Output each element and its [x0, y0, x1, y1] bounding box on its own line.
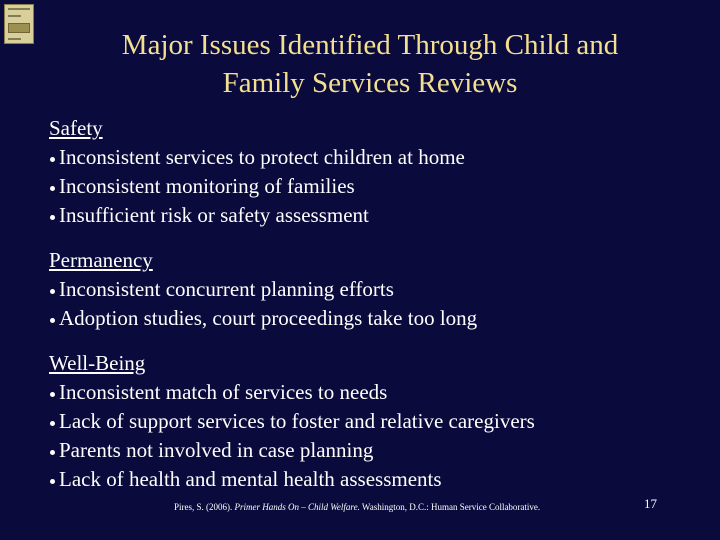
title-line-2: Family Services Reviews	[222, 67, 518, 99]
citation-prefix: Pires, S. (2006).	[174, 502, 235, 512]
page-number: 17	[644, 496, 657, 511]
bullet-icon	[50, 186, 55, 191]
list-item: Lack of support services to foster and relative caregivers	[49, 407, 669, 436]
slide-content	[49, 114, 669, 510]
section-safety	[49, 114, 669, 230]
section-well-being	[49, 349, 669, 494]
logo-line	[8, 15, 21, 17]
section-permanency	[49, 246, 669, 333]
bullet-icon	[50, 392, 55, 397]
bullet-icon	[50, 318, 55, 323]
list-item: Adoption studies, court proceedings take too long	[49, 304, 669, 333]
citation-suffix: Washington, D.C.: Human Service Collaborative.	[359, 502, 541, 512]
bullet-icon	[50, 289, 55, 294]
bullet-icon	[50, 215, 55, 220]
bullet-icon	[50, 450, 55, 455]
list-item: Inconsistent services to protect children at home	[49, 143, 669, 172]
slide-title	[60, 26, 680, 102]
logo-line	[8, 8, 30, 10]
bullet-icon	[50, 157, 55, 162]
list-item: Parents not involved in case planning	[49, 436, 669, 465]
book-cover-icon	[4, 4, 34, 44]
citation	[174, 502, 540, 512]
citation-title: Primer Hands On – Child Welfare.	[234, 502, 360, 512]
logo-line	[8, 38, 21, 40]
title-line-1: Major Issues Identified Through Child and	[121, 29, 619, 61]
bullet-icon	[50, 421, 55, 426]
section-heading: Safety	[49, 116, 103, 140]
list-item: Lack of health and mental health assessments	[49, 465, 669, 494]
list-item: Inconsistent concurrent planning efforts	[49, 275, 669, 304]
list-item: Insufficient risk or safety assessment	[49, 201, 669, 230]
logo-block	[8, 23, 30, 33]
section-heading: Permanency	[49, 248, 153, 272]
section-heading: Well-Being	[49, 351, 146, 375]
bullet-icon	[50, 479, 55, 484]
list-item: Inconsistent monitoring of families	[49, 172, 669, 201]
list-item: Inconsistent match of services to needs	[49, 378, 669, 407]
